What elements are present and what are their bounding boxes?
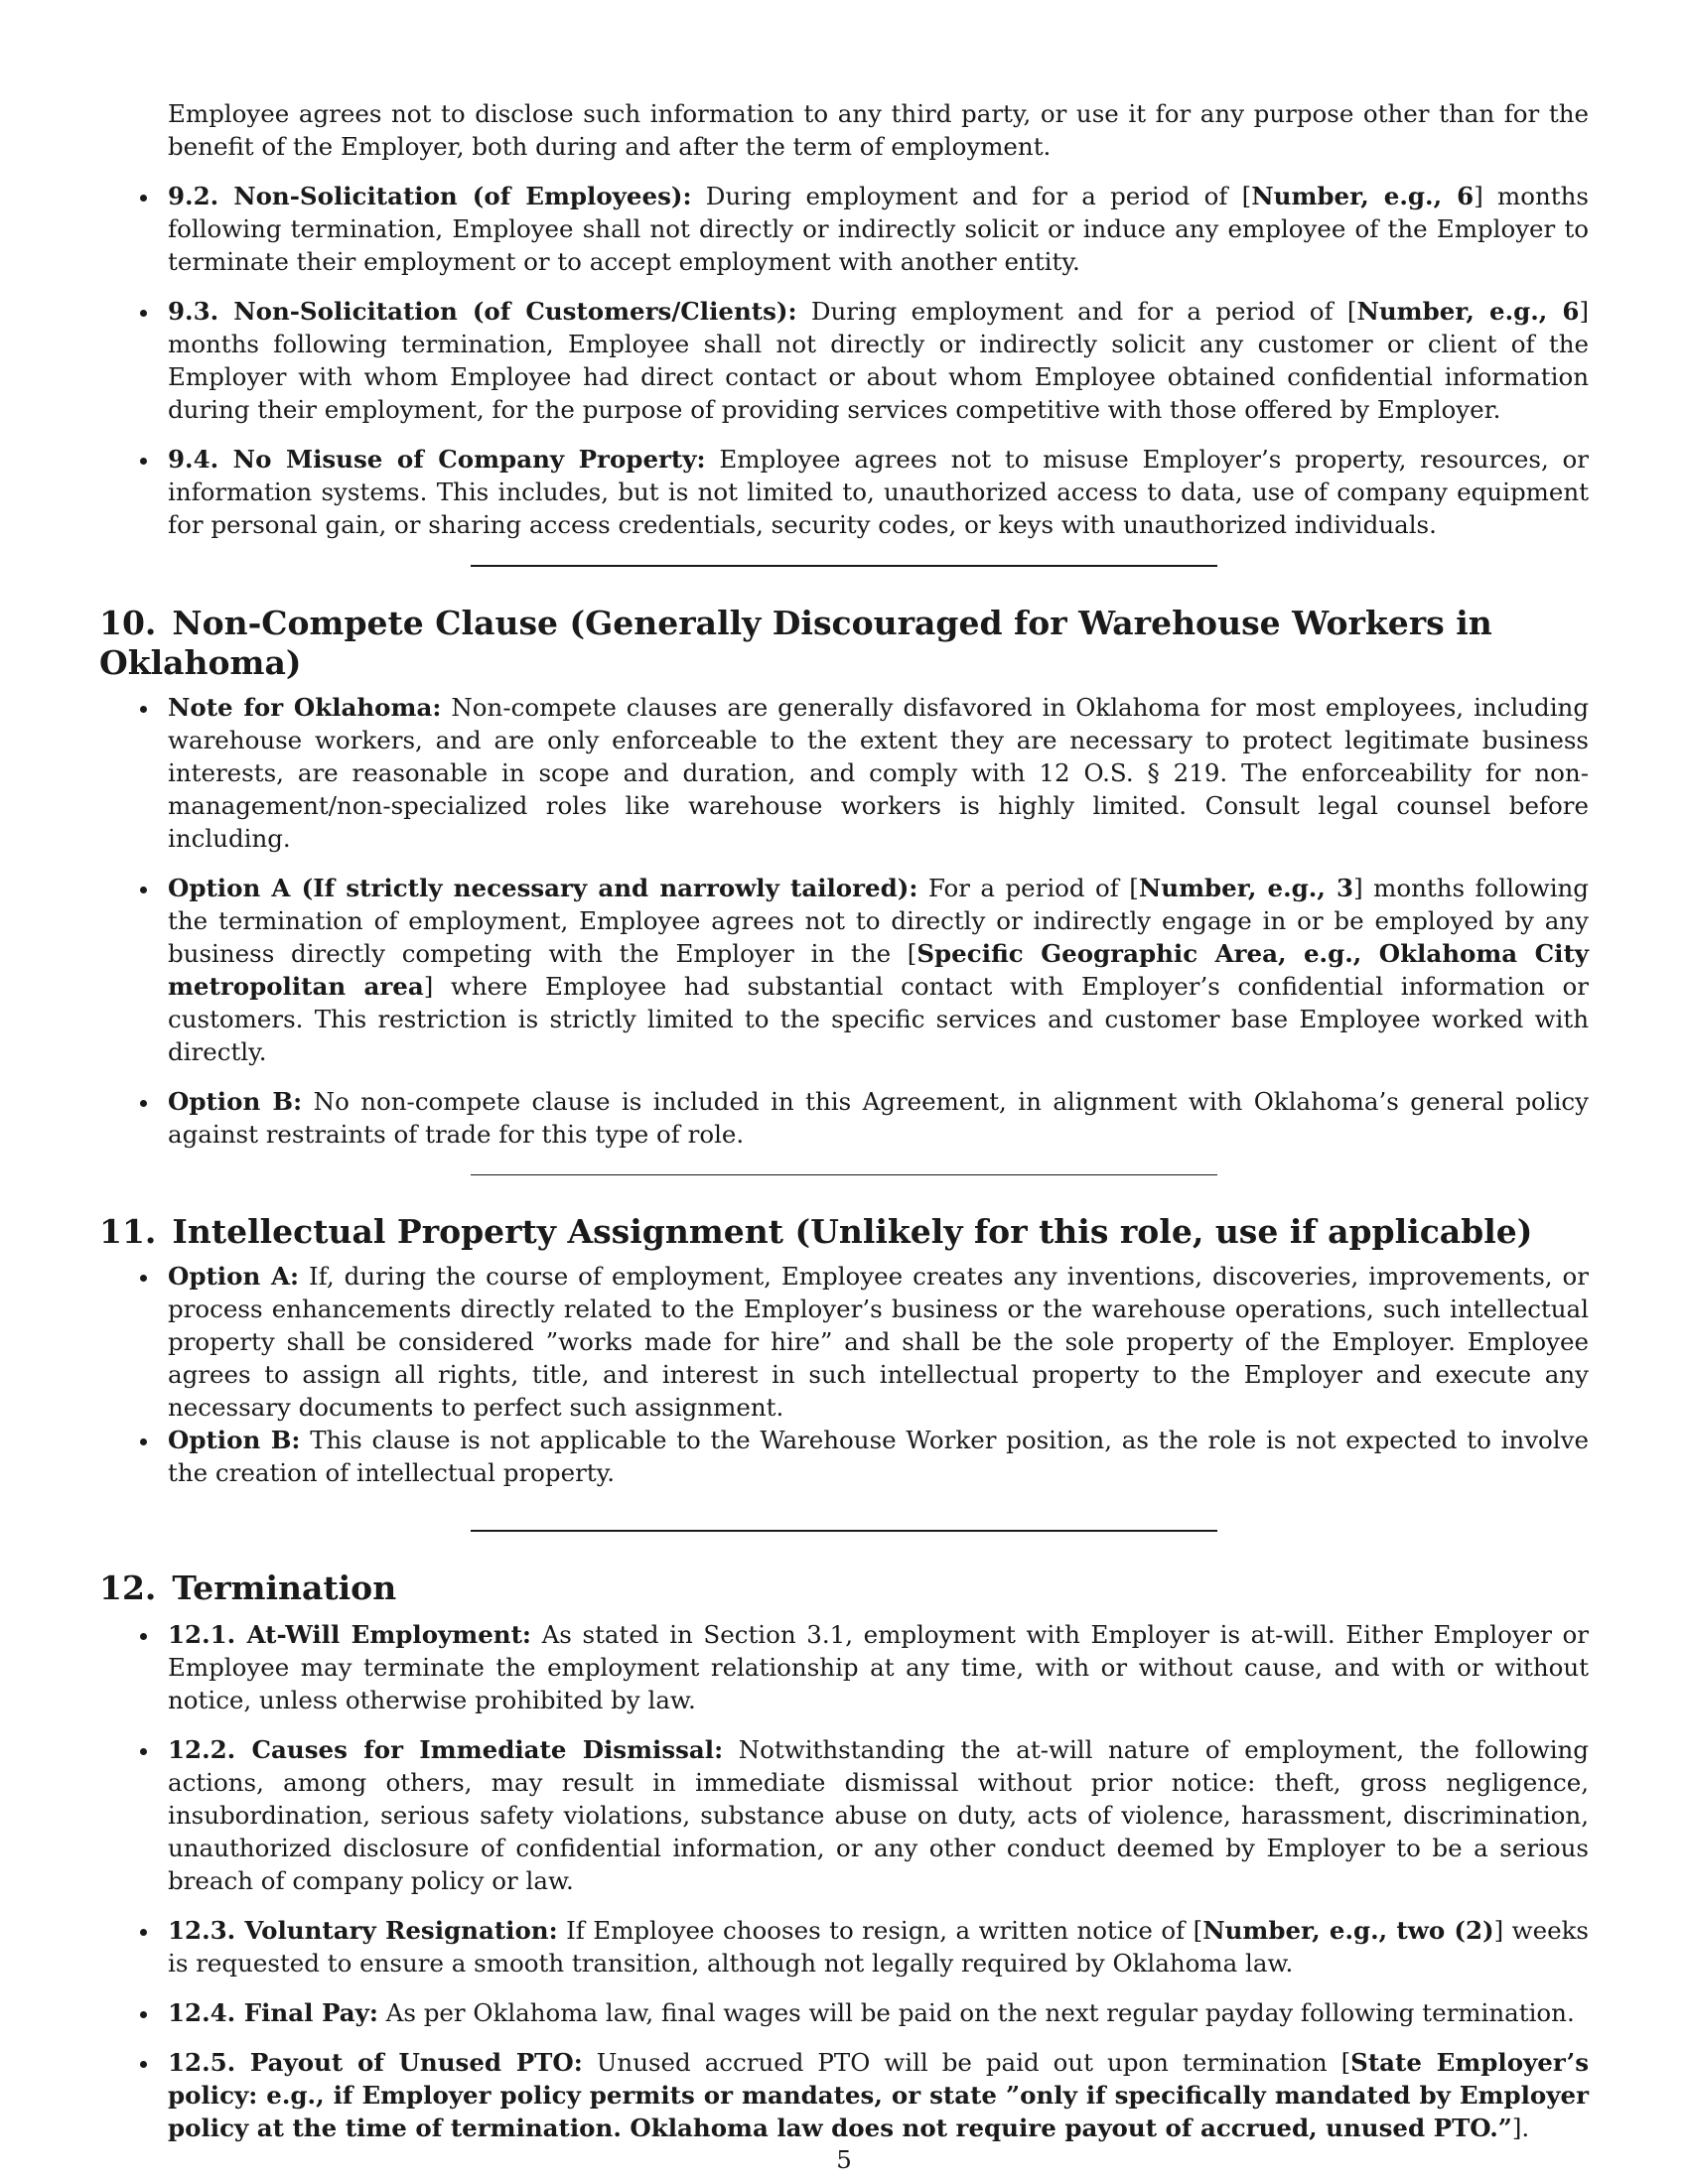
- section-12-heading: 12. Termination: [99, 1569, 397, 1607]
- list-item-option-b: Option B: No non-compete clause is included in this Agreement, in alignment with Oklahoma’s general policy against restraints of trade for this type of role.: [99, 1085, 1589, 1151]
- list-item-note: Note for Oklahoma: Non-compete clauses are generally disfavored in Oklahoma for most employees, including warehouse workers, and are only enforceable to the extent they are necessary to protect legitimate business interests, are reasonable in scope and duration, and comply with 12 O.S. § 219. The enforceability for non-management/non-specialized roles like warehouse workers is highly limited. Consult legal counsel before including.: [99, 691, 1589, 855]
- section-11-list: [99, 1260, 1589, 1489]
- list-item-option-b: Option B: This clause is not applicable to the Warehouse Worker position, as the role is not expected to involve the creation of intellectual property.: [99, 1424, 1589, 1489]
- section-11-heading: 11. Intellectual Property Assignment (Unlikely for this role, use if applicable): [99, 1212, 1533, 1251]
- list-item-12-4: 12.4. Final Pay: As per Oklahoma law, final wages will be paid on the next regular payday following termination.: [99, 1996, 1589, 2029]
- section-9-list: [99, 180, 1589, 541]
- list-item-option-a: Option A (If strictly necessary and narrowly tailored): For a period of [Number, e.g., 3] months following the termination of employment, Employee agrees not to directly or indirectly engage in or be employed by any business directly competing with the Employer in the [Specific Geographic Area, e.g., Oklahoma City metropolitan area] where Employee had substantial contact with Employer’s confidential information or customers. This restriction is strictly limited to the specific services and customer base Employee worked with directly.: [99, 872, 1589, 1068]
- continued-paragraph: Employee agrees not to disclose such information to any third party, or use it for any purpose other than for the benefit of the Employer, both during and after the term of employment.: [168, 99, 1589, 161]
- page-number: 5: [836, 2145, 852, 2174]
- list-item-9-4: 9.4. No Misuse of Company Property: Employee agrees not to misuse Employer’s property, resources, or information systems. This includes, but is not limited to, unauthorized access to data, use of company equipment for personal gain, or sharing access credentials, security codes, or keys with unauthorized individuals.: [99, 443, 1589, 541]
- list-item-12-5: 12.5. Payout of Unused PTO: Unused accrued PTO will be paid out upon termination [State Employer’s policy: e.g., if Employer policy permits or mandates, or state ”only if specifically mandated by Employer policy at the time of termination. Oklahoma law does not require payout of accrued, unused PTO.”].: [99, 2046, 1589, 2144]
- list-item-9-2: 9.2. Non-Solicitation (of Employees): During employment and for a period of [Number, e.g., 6] months following termination, Employee shall not directly or indirectly solicit or induce any employee of the Employer to terminate their employment or to accept employment with another entity.: [99, 180, 1589, 278]
- section-10-heading: 10. Non-Compete Clause (Generally Discouraged for Warehouse Workers in Oklahoma): [99, 604, 1492, 682]
- list-item-12-3: 12.3. Voluntary Resignation: If Employee chooses to resign, a written notice of [Number, e.g., two (2)] weeks is requested to ensure a smooth transition, although not legally required by Oklahoma law.: [99, 1914, 1589, 1979]
- page-content: [99, 97, 1589, 2161]
- section-divider: [471, 1530, 1217, 1532]
- section-12-list: [99, 1618, 1589, 2144]
- list-item-12-1: 12.1. At-Will Employment: As stated in Section 3.1, employment with Employer is at-will. Either Employer or Employee may terminate the employment relationship at any time, with or without cause, and with or without notice, unless otherwise prohibited by law.: [99, 1618, 1589, 1716]
- section-divider: [471, 565, 1217, 567]
- list-item-9-3: 9.3. Non-Solicitation (of Customers/Clients): During employment and for a period of [Number, e.g., 6] months following termination, Employee shall not directly or indirectly solicit any customer or client of the Employer with whom Employee had direct contact or about whom Employee obtained confidential information during their employment, for the purpose of providing services competitive with those offered by Employer.: [99, 295, 1589, 426]
- list-item-12-2: 12.2. Causes for Immediate Dismissal: Notwithstanding the at-will nature of employment, the following actions, among others, may result in immediate dismissal without prior notice: theft, gross negligence, insubordination, serious safety violations, substance abuse on duty, acts of violence, harassment, discrimination, unauthorized disclosure of confidential information, or any other conduct deemed by Employer to be a serious breach of company policy or law.: [99, 1733, 1589, 1897]
- list-item-option-a: Option A: If, during the course of employment, Employee creates any inventions, discoveries, improvements, or process enhancements directly related to the Employer’s business or the warehouse operations, such intellectual property shall be considered ”works made for hire” and shall be the sole property of the Employer. Employee agrees to assign all rights, title, and interest in such intellectual property to the Employer and execute any necessary documents to perfect such assignment.: [99, 1260, 1589, 1424]
- section-divider: [471, 1174, 1217, 1175]
- section-10-list: [99, 691, 1589, 1151]
